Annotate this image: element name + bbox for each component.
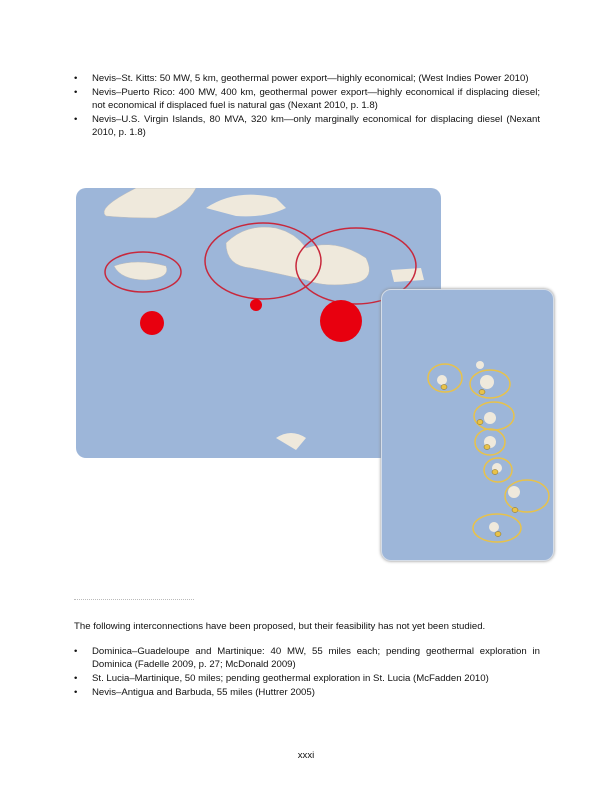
list-item: • Nevis–Antigua and Barbuda, 55 miles (Huttrer 2005) bbox=[74, 686, 540, 699]
list-item: • Dominica–Guadeloupe and Martinique: 40 MW, 55 miles each; pending geothermal exploration in Dominica (Fadelle 2009, p. 27; McDonald 2009) bbox=[74, 645, 540, 671]
list-item: • Nevis–St. Kitts: 50 MW, 5 km, geothermal power export—highly economical; (West Indies Power 2010) bbox=[74, 72, 540, 85]
bottom-bullet-list bbox=[74, 645, 540, 700]
page-number: xxxi bbox=[297, 750, 315, 761]
top-bullet-list bbox=[74, 72, 540, 140]
lesser-antilles-map bbox=[381, 289, 554, 561]
list-item: • St. Lucia–Martinique, 50 miles; pending geothermal exploration in St. Lucia (McFadden 2010) bbox=[74, 672, 540, 685]
list-item: • Nevis–Puerto Rico: 400 MW, 400 km, geothermal power export—highly economical if displacing diesel; not economical if displaced fuel is natural gas (Nexant 2010, p. 1.8) bbox=[74, 86, 540, 112]
paragraph: The following interconnections have been proposed, but their feasibility has not yet been studied. bbox=[74, 621, 486, 632]
figure-caption-faint bbox=[74, 599, 194, 602]
list-item: • Nevis–U.S. Virgin Islands, 80 MVA, 320 km—only marginally economical for displacing diesel (Nexant 2010, p. 1.8) bbox=[74, 113, 540, 139]
